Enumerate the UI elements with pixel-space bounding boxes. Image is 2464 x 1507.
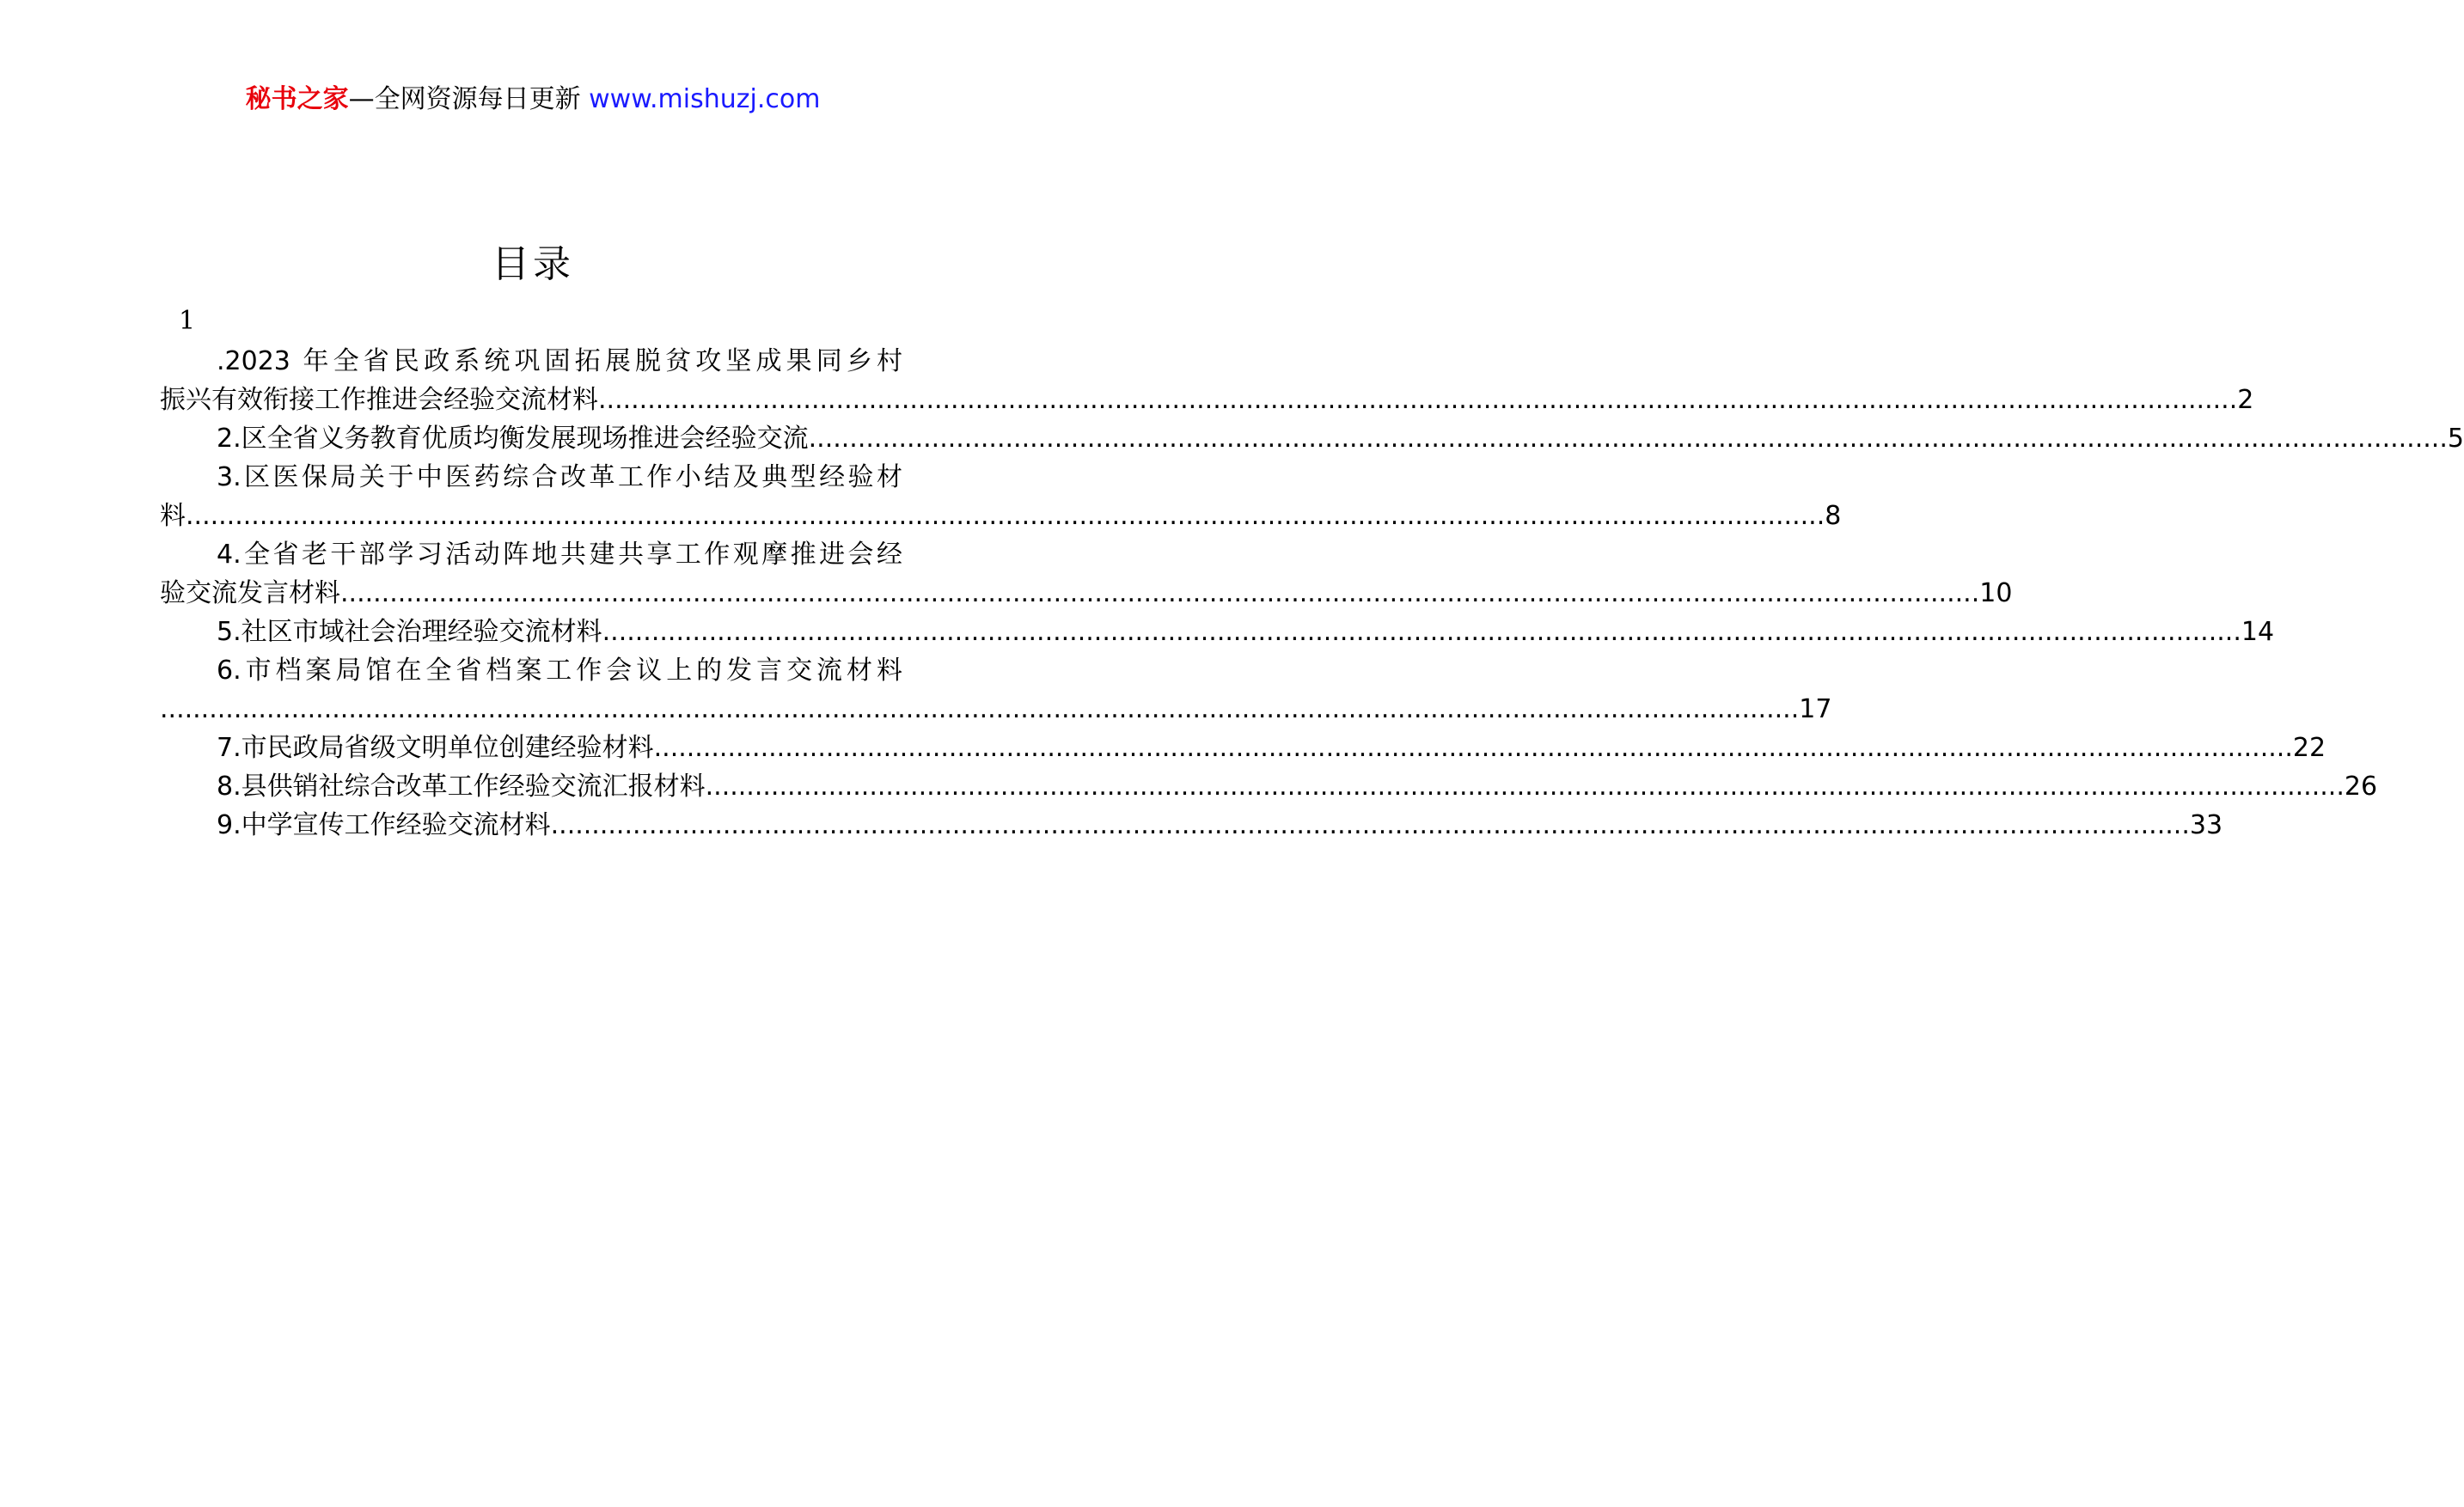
dot-leader: ........................................................................................................................................................................................................ bbox=[705, 772, 2345, 802]
toc-entry-title-cont: 料 bbox=[160, 501, 186, 531]
toc-entry-title: 2.区全省义务教育优质均衡发展现场推进会经验交流 bbox=[217, 424, 809, 454]
toc-entry-6[interactable] bbox=[160, 651, 1832, 729]
toc-entry-page: 5 bbox=[2447, 424, 2464, 454]
toc-entry-5[interactable] bbox=[160, 613, 2275, 651]
toc-entry-title: 4.全省老干部学习活动阵地共建共享工作观摩推进会经 bbox=[217, 540, 902, 570]
toc-entry-page: 14 bbox=[2241, 617, 2275, 647]
toc-page-label: 1 bbox=[179, 306, 196, 336]
toc-entry-leader-line bbox=[160, 767, 2378, 806]
toc-entry-page: 33 bbox=[2189, 810, 2223, 840]
site-url-link[interactable]: www.mishuzj.com bbox=[589, 84, 821, 114]
toc-entry-leader-line bbox=[160, 381, 2254, 419]
toc-entry-title: 9.中学宣传工作经验交流材料 bbox=[217, 810, 551, 840]
toc-entry-title: 8.县供销社综合改革工作经验交流汇报材料 bbox=[217, 772, 706, 802]
toc-entry-leader-line bbox=[160, 806, 2223, 845]
toc-entry-leader-line bbox=[160, 419, 2464, 458]
toc-entry-title-cont: 验交流发言材料 bbox=[160, 578, 340, 608]
header-tagline: —全网资源每日更新 bbox=[348, 84, 581, 114]
toc-entry-leader-line bbox=[160, 690, 1832, 729]
toc-entry-7[interactable] bbox=[160, 729, 2326, 767]
page-title: 目录 bbox=[492, 242, 574, 286]
toc-entry-2[interactable] bbox=[160, 419, 2464, 458]
toc-entry-page: 26 bbox=[2344, 772, 2378, 802]
toc-entry-3[interactable] bbox=[160, 458, 1842, 535]
table-of-contents bbox=[160, 302, 2464, 845]
toc-entry-page: 8 bbox=[1825, 501, 1842, 531]
dot-leader: ........................................................................................................................................................................................................ bbox=[160, 694, 1800, 724]
toc-entry-leader-line bbox=[160, 613, 2275, 651]
toc-entry-title: 3.区医保局关于中医药综合改革工作小结及典型经验材 bbox=[217, 462, 902, 492]
brand-name: 秘书之家 bbox=[245, 84, 349, 114]
dot-leader: ........................................................................................................................................................................................................ bbox=[602, 617, 2241, 647]
toc-entry-title: 7.市民政局省级文明单位创建经验材料 bbox=[217, 733, 654, 763]
toc-entry-title: 6.市档案局馆在全省档案工作会议上的发言交流材料 bbox=[217, 656, 902, 686]
toc-entry-page: 22 bbox=[2292, 733, 2326, 763]
dot-leader: ........................................................................................................................................................................................................ bbox=[340, 578, 1980, 608]
toc-entry-page: 17 bbox=[1799, 694, 1832, 724]
toc-entry-8[interactable] bbox=[160, 767, 2378, 806]
toc-entry-1[interactable] bbox=[160, 342, 2254, 419]
toc-entry-4[interactable] bbox=[160, 535, 2013, 613]
toc-entry-page: 2 bbox=[2237, 385, 2254, 415]
toc-entry-leader-line bbox=[160, 729, 2326, 767]
toc-entry-leader-line bbox=[160, 497, 1842, 535]
dot-leader: ........................................................................................................................................................................................................ bbox=[598, 385, 2238, 415]
toc-entry-9[interactable] bbox=[160, 806, 2223, 845]
dot-leader: ........................................................................................................................................................................................................ bbox=[808, 424, 2448, 454]
toc-entry-title: .2023 年全省民政系统巩固拓展脱贫攻坚成果同乡村 bbox=[217, 346, 902, 376]
toc-entry-title: 5.社区市域社会治理经验交流材料 bbox=[217, 617, 602, 647]
site-header bbox=[0, 82, 1066, 117]
dot-leader: ........................................................................................................................................................................................................ bbox=[186, 501, 1825, 531]
toc-entry-title-cont: 振兴有效衔接工作推进会经验交流材料 bbox=[160, 385, 598, 415]
dot-leader: ........................................................................................................................................................................................................ bbox=[653, 733, 2293, 763]
dot-leader: ........................................................................................................................................................................................................ bbox=[550, 810, 2190, 840]
toc-entry-leader-line bbox=[160, 574, 2013, 613]
toc-entry-page: 10 bbox=[1979, 578, 2013, 608]
